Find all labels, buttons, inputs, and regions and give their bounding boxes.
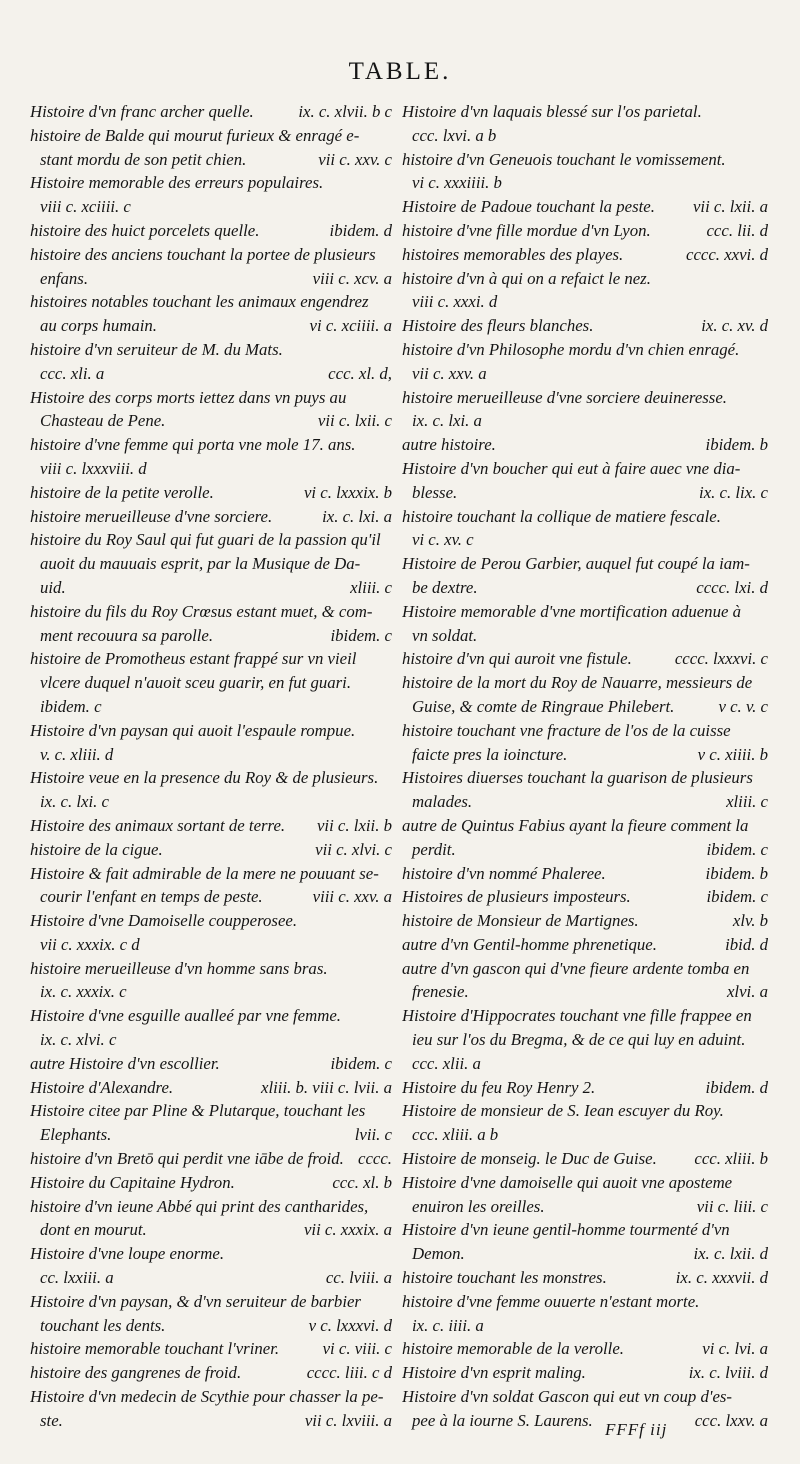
page-reference: vii c. xxxix. a	[303, 1220, 392, 1240]
page-reference: cc. lviii. a	[325, 1268, 392, 1288]
entry-continuation: blesse. ix. c. lix. c	[402, 481, 768, 505]
entry-text: histoire de Promotheus estant frappé sur vn vieil	[30, 649, 357, 669]
entry-continuation: stant mordu de son petit chien. vii c. xxv. c	[30, 148, 392, 172]
entry-text: histoire d'vn seruiteur de M. du Mats.	[30, 339, 283, 359]
index-entry	[402, 314, 768, 338]
entry-continuation: Chasteau de Pene. vii c. lxii. c	[30, 409, 392, 433]
entry-text: Histoire d'vn medecin de Scythie pour chasser la pe-	[30, 1387, 384, 1407]
index-entry	[402, 219, 768, 243]
entry-text: Histoire d'vne Damoiselle coupperosee.	[30, 911, 298, 931]
page-reference: xliii. b. viii c. lvii. a	[261, 1077, 392, 1097]
entry-text: Histoire du feu Roy Henry 2. ibidem. d	[402, 1076, 768, 1100]
entry-text: Histoire d'vn paysan, & d'vn seruiteur de barbier	[30, 1291, 361, 1311]
entry-text: Histoires de plusieurs imposteurs. ibidem. c	[402, 885, 768, 909]
index-entry	[402, 1290, 768, 1338]
index-entry	[402, 647, 768, 671]
entry-continuation: ste. vii c. lxviii. a	[30, 1409, 392, 1433]
entry-text: histoire touchant la collique de matiere fescale.	[402, 506, 721, 526]
index-entry	[30, 957, 392, 1005]
page-reference: ccc. xl. d,	[328, 363, 392, 383]
entry-text: histoire d'vne femme ouuerte n'estant morte.	[402, 1291, 700, 1311]
entry-continuation: ibidem. c	[40, 696, 102, 716]
entry-text: Histoire d'vn boucher qui eut à faire auec vne dia-	[402, 458, 741, 478]
entry-text: histoire des huict porcelets quelle. ibidem. d	[30, 219, 392, 243]
index-entry	[402, 1004, 768, 1075]
page-reference: cccc. lxi. d	[696, 577, 768, 597]
index-entry	[402, 1361, 768, 1385]
entry-text: histoire d'vne fille mordue d'vn Lyon. ccc. lii. d	[402, 219, 768, 243]
page-reference: cccc. lxxxvi. c	[674, 649, 768, 669]
index-entry	[30, 338, 392, 386]
entry-continuation: enuiron les oreilles. vii c. liii. c	[402, 1195, 768, 1219]
index-entry	[402, 338, 768, 386]
page-reference: lvii. c	[354, 1125, 392, 1145]
entry-text: histoire d'vne femme qui porta vne mole 17. ans.	[30, 435, 356, 455]
entry-text: Histoire d'vn soldat Gascon qui eut vn coup d'es-	[402, 1387, 733, 1407]
page-title: TABLE.	[348, 58, 452, 85]
entry-continuation: viii c. lxxxviii. d	[40, 458, 147, 478]
page-reference: ccc. lxxv. a	[694, 1410, 768, 1430]
page-reference: xliii. c	[350, 577, 392, 597]
index-entry	[402, 1218, 768, 1266]
page-reference: ix. c. xxxvii. d	[675, 1268, 768, 1288]
entry-text: histoire de Monsieur de Martignes. xlv. b	[402, 909, 768, 933]
entry-continuation: vn soldat.	[412, 625, 478, 645]
page-reference: ibidem. d	[705, 1077, 768, 1097]
index-entry	[402, 909, 768, 933]
index-entry	[30, 1385, 392, 1433]
entry-continuation: ccc. lxvi. a b	[412, 125, 497, 145]
entry-text: Histoire des fleurs blanches. ix. c. xv. d	[402, 314, 768, 338]
page-reference: vii c. lxii. c	[317, 411, 392, 431]
index-entry	[30, 219, 392, 243]
entry-text: Histoire des corps morts iettez dans vn puys au	[30, 387, 347, 407]
entry-continuation: perdit. ibidem. c	[402, 838, 768, 862]
page-reference: cccc. liii. c d	[306, 1363, 392, 1383]
entry-continuation: malades. xliii. c	[402, 790, 768, 814]
entry-text: histoire de la cigue. vii c. xlvi. c	[30, 838, 392, 862]
index-entry	[402, 505, 768, 553]
page-reference: ix. c. lxii. d	[693, 1244, 768, 1264]
page-reference: ibidem. c	[706, 887, 768, 907]
entry-text: Histoire d'vne loupe enorme.	[30, 1244, 225, 1264]
entry-text: Histoire d'vn ieune gentil-homme tourmenté d'vn	[402, 1220, 730, 1240]
entry-continuation: Demon. ix. c. lxii. d	[402, 1242, 768, 1266]
entry-continuation: vii c. xxv. a	[412, 363, 487, 383]
entry-text: histoire du Roy Saul qui fut guari de la passion qu'il	[30, 530, 381, 550]
index-entry	[402, 957, 768, 1005]
index-entry	[402, 885, 768, 909]
entry-text: Histoire de monsieur de S. Iean escuyer du Roy.	[402, 1101, 724, 1121]
page-reference: v c. xiiii. b	[697, 744, 768, 764]
entry-text: histoire merueilleuse d'vne sorciere. ix. c. lxi. a	[30, 505, 392, 529]
index-entry	[402, 933, 768, 957]
entry-text: autre de Quintus Fabius ayant la fieure comment la	[402, 815, 749, 835]
index-entry	[30, 1076, 392, 1100]
entry-text: histoire memorable de la verolle. vi c. lvi. a	[402, 1337, 768, 1361]
entry-text: Histoire memorable d'vne mortification aduenue à	[402, 601, 742, 621]
index-entry	[402, 195, 768, 219]
entry-text: histoire de la mort du Roy de Nauarre, messieurs de	[402, 673, 753, 693]
entry-text: Histoire des animaux sortant de terre. vii c. lxii. b	[30, 814, 392, 838]
index-entry	[402, 1171, 768, 1219]
entry-text: Histoire d'Alexandre. xliii. b. viii c. lvii. a	[30, 1076, 392, 1100]
index-entry	[402, 457, 768, 505]
entry-continuation: enfans. viii c. xcv. a	[30, 267, 392, 291]
index-entry	[30, 1099, 392, 1147]
page-reference: ibid. d	[725, 934, 768, 954]
entry-continuation: dont en mourut. vii c. xxxix. a	[30, 1218, 392, 1242]
index-entry	[402, 814, 768, 862]
index-entry	[402, 100, 768, 148]
entry-continuation: pee à la iourne S. Laurens. ccc. lxxv. a	[402, 1409, 768, 1433]
page-reference: xlv. b	[732, 911, 768, 931]
left-column	[30, 100, 392, 1433]
index-entry	[402, 1076, 768, 1100]
index-entry	[30, 171, 392, 219]
entry-continuation: auoit du mauuais esprit, par la Musique de Da-	[40, 554, 361, 574]
signature-mark: FFFf iij	[605, 1420, 668, 1439]
entry-text: Histoire d'vne esguille aualleé par vne femme.	[30, 1006, 342, 1026]
entry-continuation: vlcere duquel n'auoit sceu guarir, en fut guari.	[40, 673, 352, 693]
entry-text: histoire d'vn qui auroit vne fistule. cccc. lxxxvi. c	[402, 647, 768, 671]
index-entry	[30, 100, 392, 124]
entry-text: histoire touchant vne fracture de l'os de la cuisse	[402, 720, 731, 740]
entry-continuation: ix. c. xxxix. c	[40, 982, 127, 1002]
page-reference: vi c. lvi. a	[702, 1339, 768, 1359]
entry-text: Histoire d'Hippocrates touchant vne fille frappee en	[402, 1006, 752, 1026]
entry-continuation: ix. c. lxi. a	[412, 411, 482, 431]
entry-continuation: v. c. xliii. d	[40, 744, 114, 764]
entry-continuation: faicte pres la ioincture. v c. xiiii. b	[402, 743, 768, 767]
index-entry	[402, 267, 768, 315]
index-entry	[402, 1266, 768, 1290]
entry-continuation: vi c. xv. c	[412, 530, 474, 550]
index-entry	[402, 766, 768, 814]
page-reference: ibidem. c	[330, 625, 392, 645]
index-entry	[30, 600, 392, 648]
page-reference: vi c. viii. c	[322, 1339, 392, 1359]
index-entry	[402, 1385, 768, 1433]
index-entry	[30, 243, 392, 291]
entry-continuation: vi c. xxxiiii. b	[412, 173, 502, 193]
index-entry	[30, 1195, 392, 1243]
page-reference: ix. c. xv. d	[701, 316, 768, 336]
index-entry	[30, 505, 392, 529]
index-entry	[402, 1099, 768, 1147]
entry-text: histoires notables touchant les animaux engendrez	[30, 292, 369, 312]
index-entry	[30, 433, 392, 481]
entry-continuation: ix. c. lxi. c	[40, 792, 109, 812]
page-reference: vi c. lxxxix. b	[303, 482, 392, 502]
page-reference: ix. c. lviii. d	[688, 1363, 768, 1383]
right-column	[402, 100, 768, 1433]
entry-continuation: ment recouura sa parolle. ibidem. c	[30, 624, 392, 648]
entry-text: histoire des anciens touchant la portee de plusieurs	[30, 244, 376, 264]
entry-text: autre d'vn Gentil-homme phrenetique. ibid. d	[402, 933, 768, 957]
entry-text: histoire de la petite verolle. vi c. lxxxix. b	[30, 481, 392, 505]
page-reference: ibidem. c	[706, 839, 768, 859]
index-entry	[30, 647, 392, 718]
entry-continuation: ieu sur l'os du Bregma, & de ce qui luy en aduint.	[412, 1030, 746, 1050]
entry-text: Histoire d'vn paysan qui auoit l'espaule rompue.	[30, 720, 356, 740]
index-entry	[30, 814, 392, 838]
index-entry	[402, 600, 768, 648]
entry-continuation: ix. c. xlvi. c	[40, 1030, 117, 1050]
index-entry	[402, 552, 768, 600]
entry-continuation: ccc. xlii. a	[412, 1053, 481, 1073]
entry-text: histoire du fils du Roy Crœsus estant muet, & com-	[30, 601, 373, 621]
index-entry	[30, 862, 392, 910]
index-entry	[402, 862, 768, 886]
index-entry	[402, 433, 768, 457]
page-reference: vii c. xlvi. c	[315, 839, 392, 859]
entry-text: histoire merueilleuse d'vne sorciere deuineresse.	[402, 387, 727, 407]
entry-continuation: ccc. xliii. a b	[412, 1125, 499, 1145]
index-entry	[402, 148, 768, 196]
entry-text: autre histoire. ibidem. b	[402, 433, 768, 457]
entry-continuation: viii c. xciiii. c	[40, 197, 131, 217]
entry-text: Histoire de monseig. le Duc de Guise. ccc. xliii. b	[402, 1147, 768, 1171]
index-entry	[30, 909, 392, 957]
page-reference: ix. c. lxi. a	[322, 506, 392, 526]
index-entry	[402, 719, 768, 767]
entry-continuation: ccc. xli. a ccc. xl. d,	[30, 362, 392, 386]
index-entry	[402, 671, 768, 719]
entry-text: histoire d'vn à qui on a refaict le nez.	[402, 268, 651, 288]
page-reference: ibidem. d	[329, 220, 392, 240]
index-entry	[30, 1147, 392, 1171]
index-entry	[30, 528, 392, 599]
entry-continuation: Elephants. lvii. c	[30, 1123, 392, 1147]
entry-text: histoire d'vn nommé Phaleree. ibidem. b	[402, 862, 768, 886]
entry-text: histoire d'vn ieune Abbé qui print des cantharides,	[30, 1196, 369, 1216]
entry-text: histoire merueilleuse d'vn homme sans bras.	[30, 958, 328, 978]
page-reference: viii c. xxv. a	[312, 887, 392, 907]
page-reference: vii c. lxii. b	[316, 815, 392, 835]
entry-text: Histoire d'vn laquais blessé sur l'os parietal.	[402, 102, 702, 121]
index-entry	[30, 766, 392, 814]
index-entry	[30, 1171, 392, 1195]
entry-text: Histoire du Capitaine Hydron. ccc. xl. b	[30, 1171, 392, 1195]
entry-continuation: courir l'enfant en temps de peste. viii c. xxv. a	[30, 885, 392, 909]
page-reference: ix. c. xlvii. b c	[298, 102, 392, 121]
page-reference: v c. v. c	[718, 696, 768, 716]
entry-text: histoires memorables des playes. cccc. xxvi. d	[402, 243, 768, 267]
index-entry	[30, 1337, 392, 1361]
page-reference: vi c. xciiii. a	[309, 316, 392, 336]
entry-text: histoire d'vn Geneuois touchant le vomissement.	[402, 149, 726, 169]
index-entry	[30, 1361, 392, 1385]
entry-text: Histoire memorable des erreurs populaires.	[30, 173, 324, 193]
entry-text: autre d'vn gascon qui d'vne fieure ardente tomba en	[402, 958, 750, 978]
entry-text: Histoire de Padoue touchant la peste. vii c. lxii. a	[402, 195, 768, 219]
entry-text: autre Histoire d'vn escollier. ibidem. c	[30, 1052, 392, 1076]
page-reference: vii c. liii. c	[696, 1196, 768, 1216]
entry-continuation: frenesie. xlvi. a	[402, 980, 768, 1004]
page-reference: ccc. xl. b	[332, 1172, 392, 1192]
index-entry	[30, 838, 392, 862]
page-reference: ibidem. b	[705, 863, 768, 883]
index-entry	[30, 1242, 392, 1290]
index-entry	[30, 386, 392, 434]
page-reference: viii c. xcv. a	[312, 268, 392, 288]
index-entry	[402, 1337, 768, 1361]
page-reference: vii c. lxii. a	[692, 197, 768, 217]
entry-text: histoire d'vn Philosophe mordu d'vn chien enragé.	[402, 339, 740, 359]
entry-continuation: touchant les dents. v c. lxxxvi. d	[30, 1314, 392, 1338]
index-entry	[402, 243, 768, 267]
page-reference: ibidem. b	[705, 435, 768, 455]
index-entry	[30, 719, 392, 767]
index-entry	[30, 124, 392, 172]
entry-text: histoire touchant les monstres. ix. c. xxxvii. d	[402, 1266, 768, 1290]
entry-continuation: au corps humain. vi c. xciiii. a	[30, 314, 392, 338]
entry-text: Histoire citee par Pline & Plutarque, touchant les	[30, 1101, 366, 1121]
page-reference: v c. lxxxvi. d	[308, 1315, 392, 1335]
page-reference: ibidem. c	[330, 1053, 392, 1073]
index-entry	[30, 290, 392, 338]
entry-continuation: uid. xliii. c	[30, 576, 392, 600]
page-reference: vii c. xxv. c	[318, 149, 392, 169]
page-reference: vii c. lxviii. a	[304, 1410, 392, 1430]
entry-text: Histoire d'vn esprit maling. ix. c. lviii. d	[402, 1361, 768, 1385]
index-entry	[30, 1052, 392, 1076]
index-entry	[402, 1147, 768, 1171]
entry-text: Histoire veue en la presence du Roy & de plusieurs.	[30, 768, 379, 788]
entry-continuation: be dextre. cccc. lxi. d	[402, 576, 768, 600]
entry-continuation: Guise, & comte de Ringraue Philebert. v c. v. c	[402, 695, 768, 719]
entry-text: Histoire d'vne damoiselle qui auoit vne aposteme	[402, 1172, 733, 1192]
index-entry	[30, 481, 392, 505]
entry-text: histoire d'vn Bretō qui perdit vne iābe de froid. cccc.	[30, 1147, 392, 1171]
entry-continuation: viii c. xxxi. d	[412, 292, 498, 312]
entry-text: histoire de Balde qui mourut furieux & enragé e-	[30, 125, 360, 145]
page-reference: ix. c. lix. c	[699, 482, 768, 502]
entry-continuation: ix. c. iiii. a	[412, 1315, 484, 1335]
entry-text: histoire des gangrenes de froid. cccc. liii. c d	[30, 1361, 392, 1385]
index-entry	[30, 1004, 392, 1052]
page-reference: cccc.	[358, 1149, 392, 1169]
entry-continuation: cc. lxxiii. a cc. lviii. a	[30, 1266, 392, 1290]
entry-text: Histoire d'vn franc archer quelle. ix. c. xlvii. b c	[30, 100, 392, 124]
page-reference: ccc. xliii. b	[694, 1149, 768, 1169]
entry-continuation: vii c. xxxix. c d	[40, 934, 140, 954]
index-entry	[30, 1290, 392, 1338]
index-entry	[402, 386, 768, 434]
entry-text: histoire memorable touchant l'vriner. vi c. viii. c	[30, 1337, 392, 1361]
page-reference: ccc. lii. d	[706, 220, 768, 240]
page-reference: cccc. xxvi. d	[686, 244, 768, 264]
page-reference: xlvi. a	[726, 982, 768, 1002]
entry-text: Histoire de Perou Garbier, auquel fut coupé la iam-	[402, 554, 750, 574]
page-reference: xliii. c	[726, 792, 768, 812]
entry-text: Histoire & fait admirable de la mere ne pouuant se-	[30, 863, 379, 883]
entry-text: Histoires diuerses touchant la guarison de plusieurs	[402, 768, 753, 788]
